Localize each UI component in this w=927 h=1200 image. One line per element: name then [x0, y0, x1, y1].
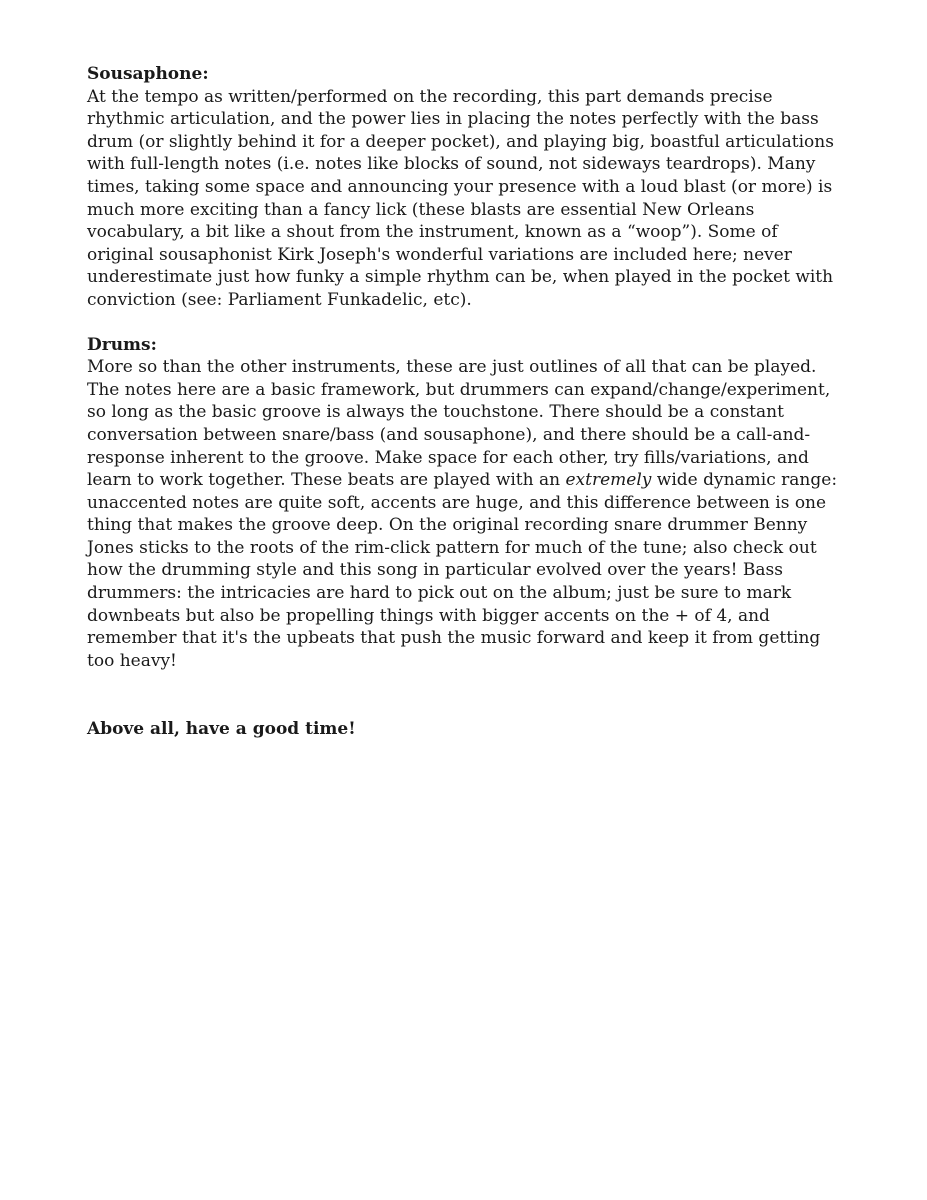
drums-text-part1: More so than the other instruments, these are just outlines of all that can be played. The notes here are a basic framework, but drummers can expand/change/experiment, so long as the basic groove is always the touchstone. There should be a constant conversation between snare/bass (and sousaphone), and there should be a call-and-response inherent to the groove. Make space for each other, try fills/variations, and learn to work together. These beats are played with an [87, 357, 831, 491]
drums-paragraph [87, 356, 847, 672]
document-page [87, 63, 847, 741]
drums-text-part2: wide dynamic range: unaccented notes are quite soft, accents are huge, and this difference between is one thing that makes the groove deep. On the original recording snare drummer Benny Jones sticks to the roots of the rim-click pattern for much of the tune; also check out how the drumming style and this song in particular evolved over the years! Bass drummers: the intricacies are hard to pick out on the album; just be sure to mark downbeats but also be propelling things with bigger accents on the + of 4, and remember that it's the upbeats that push the music forward and keep it from getting too heavy! [87, 470, 838, 671]
drums-section [87, 334, 847, 673]
sousaphone-heading: Sousaphone: [87, 64, 209, 84]
closing-line: Above all, have a good time! [87, 719, 356, 740]
sousaphone-section [87, 63, 847, 312]
drums-emphasis: extremely [565, 470, 652, 491]
sousaphone-paragraph: At the tempo as written/performed on the recording, this part demands precise rhythmic articulation, and the power lies in placing the notes perfectly with the bass drum (or slightly behind it for a deeper pocket), and playing big, boastful articulations with full-length notes (i.e. notes like blocks of sound, not sideways teardrops). Many times, taking some space and announcing your presence with a loud blast (or more) is much more exciting than a fancy lick (these blasts are essential New Orleans vocabulary, a bit like a shout from the instrument, known as a “woop”). Some of original sousaphonist Kirk Joseph's wonderful variations are included here; never underestimate just how funky a simple rhythm can be, when played in the pocket with conviction (see: Parliament Funkadelic, etc). [87, 86, 834, 310]
drums-heading: Drums: [87, 334, 157, 355]
